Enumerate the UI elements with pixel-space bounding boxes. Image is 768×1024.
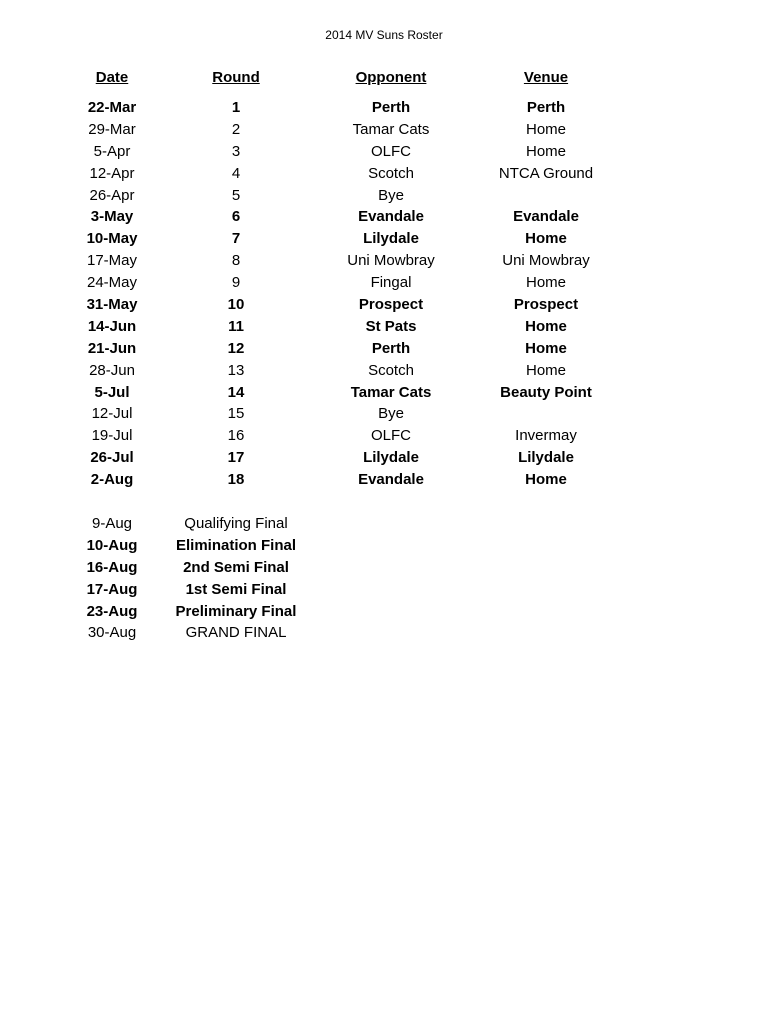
opponent-cell: Bye	[378, 186, 404, 204]
round-cell: 3	[231, 142, 241, 160]
round-row	[0, 163, 768, 185]
date-cell: 10-May	[86, 230, 138, 248]
venue-cell: Home	[525, 142, 566, 160]
round-row	[0, 185, 768, 207]
venue-cell: Home	[525, 339, 567, 357]
venue-cell: Invermay	[515, 427, 577, 445]
table-header	[0, 68, 768, 88]
venue-cell: Home	[525, 361, 566, 379]
opponent-cell: Lilydale	[363, 230, 419, 248]
round-cell: 7	[231, 230, 241, 248]
round-row	[0, 97, 768, 119]
finals-row	[0, 601, 768, 623]
venue-cell: Prospect	[513, 296, 579, 314]
finals-row	[0, 622, 768, 644]
round-cell: 2nd Semi Final	[183, 558, 289, 576]
round-cell: 12	[227, 339, 245, 357]
round-cell: 18	[227, 471, 245, 489]
venue-cell: Evandale	[513, 208, 579, 226]
opponent-cell: Scotch	[368, 164, 414, 182]
round-row	[0, 403, 768, 425]
date-cell: 23-Aug	[86, 602, 138, 620]
round-cell: 15	[227, 405, 245, 423]
round-row	[0, 338, 768, 360]
opponent-cell: Perth	[371, 339, 411, 357]
venue-cell: Beauty Point	[500, 383, 592, 401]
date-cell: 30-Aug	[87, 624, 137, 642]
date-cell: 5-Jul	[94, 383, 130, 401]
round-cell: Preliminary Final	[175, 602, 297, 620]
date-cell: 22-Mar	[87, 99, 137, 116]
date-cell: 19-Jul	[91, 427, 133, 445]
round-cell: GRAND FINAL	[185, 624, 287, 642]
opponent-cell: Evandale	[358, 208, 424, 226]
opponent-cell: Perth	[371, 99, 411, 116]
finals-table	[0, 513, 768, 644]
venue-cell: NTCA Ground	[498, 164, 594, 182]
round-cell: 1	[231, 99, 241, 116]
date-cell: 5-Apr	[93, 142, 131, 160]
opponent-cell: Lilydale	[363, 449, 419, 467]
round-cell: 5	[231, 186, 241, 204]
opponent-cell: Fingal	[370, 274, 412, 292]
date-cell: 21-Jun	[87, 339, 137, 357]
opponent-cell: Bye	[378, 405, 404, 423]
venue-cell: Home	[525, 230, 567, 248]
round-cell: 16	[227, 427, 245, 445]
finals-row	[0, 535, 768, 557]
opponent-cell: St Pats	[365, 317, 417, 335]
date-cell: 28-Jun	[89, 361, 135, 379]
date-cell: 12-Apr	[89, 164, 135, 182]
round-row	[0, 228, 768, 250]
venue-cell: Uni Mowbray	[502, 252, 590, 270]
date-cell: 17-Aug	[86, 580, 138, 598]
opponent-cell: Scotch	[368, 361, 414, 379]
round-cell: 14	[227, 383, 245, 401]
round-row	[0, 425, 768, 447]
round-cell: 10	[227, 296, 245, 314]
round-cell: 17	[227, 449, 245, 467]
header-date: Date	[95, 69, 129, 86]
date-cell: 9-Aug	[91, 515, 133, 532]
opponent-cell: Prospect	[358, 296, 424, 314]
round-row	[0, 272, 768, 294]
round-cell: 1st Semi Final	[185, 580, 287, 598]
round-cell: Elimination Final	[175, 536, 296, 554]
round-row	[0, 250, 768, 272]
opponent-cell: Uni Mowbray	[347, 252, 435, 270]
round-row	[0, 382, 768, 404]
date-cell: 29-Mar	[88, 120, 136, 138]
date-cell: 31-May	[86, 296, 138, 314]
date-cell: 10-Aug	[86, 536, 138, 554]
round-cell: 6	[231, 208, 241, 226]
round-cell: 13	[227, 361, 245, 379]
page-title: 2014 MV Suns Roster	[325, 28, 443, 42]
round-cell: Qualifying Final	[184, 515, 288, 532]
round-cell: 8	[231, 252, 241, 270]
round-row	[0, 447, 768, 469]
finals-row	[0, 579, 768, 601]
venue-cell: Home	[525, 120, 566, 138]
opponent-cell: OLFC	[370, 142, 411, 160]
date-cell: 26-Apr	[89, 186, 135, 204]
round-cell: 11	[228, 317, 244, 335]
date-cell: 17-May	[86, 252, 138, 270]
opponent-cell: Tamar Cats	[350, 383, 432, 401]
round-row	[0, 294, 768, 316]
rounds-table	[0, 97, 768, 491]
venue-cell: Lilydale	[518, 449, 574, 467]
venue-cell: Home	[525, 471, 567, 489]
finals-row	[0, 513, 768, 535]
header-round: Round	[212, 69, 260, 86]
date-cell: 2-Aug	[90, 471, 134, 489]
round-row	[0, 119, 768, 141]
round-row	[0, 469, 768, 491]
venue-cell: Home	[525, 274, 566, 292]
round-cell: 4	[231, 164, 241, 182]
round-cell: 9	[231, 274, 241, 292]
date-cell: 12-Jul	[91, 405, 133, 423]
opponent-cell: OLFC	[370, 427, 411, 445]
opponent-cell: Evandale	[358, 471, 424, 489]
venue-cell: Home	[525, 317, 567, 335]
round-row	[0, 360, 768, 382]
date-cell: 24-May	[86, 274, 138, 292]
opponent-cell: Tamar Cats	[352, 120, 430, 138]
header-venue: Venue	[523, 69, 569, 86]
date-cell: 26-Jul	[90, 449, 134, 467]
date-cell: 14-Jun	[87, 317, 137, 335]
venue-cell: Perth	[526, 99, 566, 116]
date-cell: 16-Aug	[86, 558, 138, 576]
date-cell: 3-May	[90, 208, 134, 226]
round-row	[0, 141, 768, 163]
finals-row	[0, 557, 768, 579]
round-row	[0, 316, 768, 338]
header-opponent: Opponent	[355, 69, 427, 86]
round-cell: 2	[231, 120, 241, 138]
round-row	[0, 206, 768, 228]
